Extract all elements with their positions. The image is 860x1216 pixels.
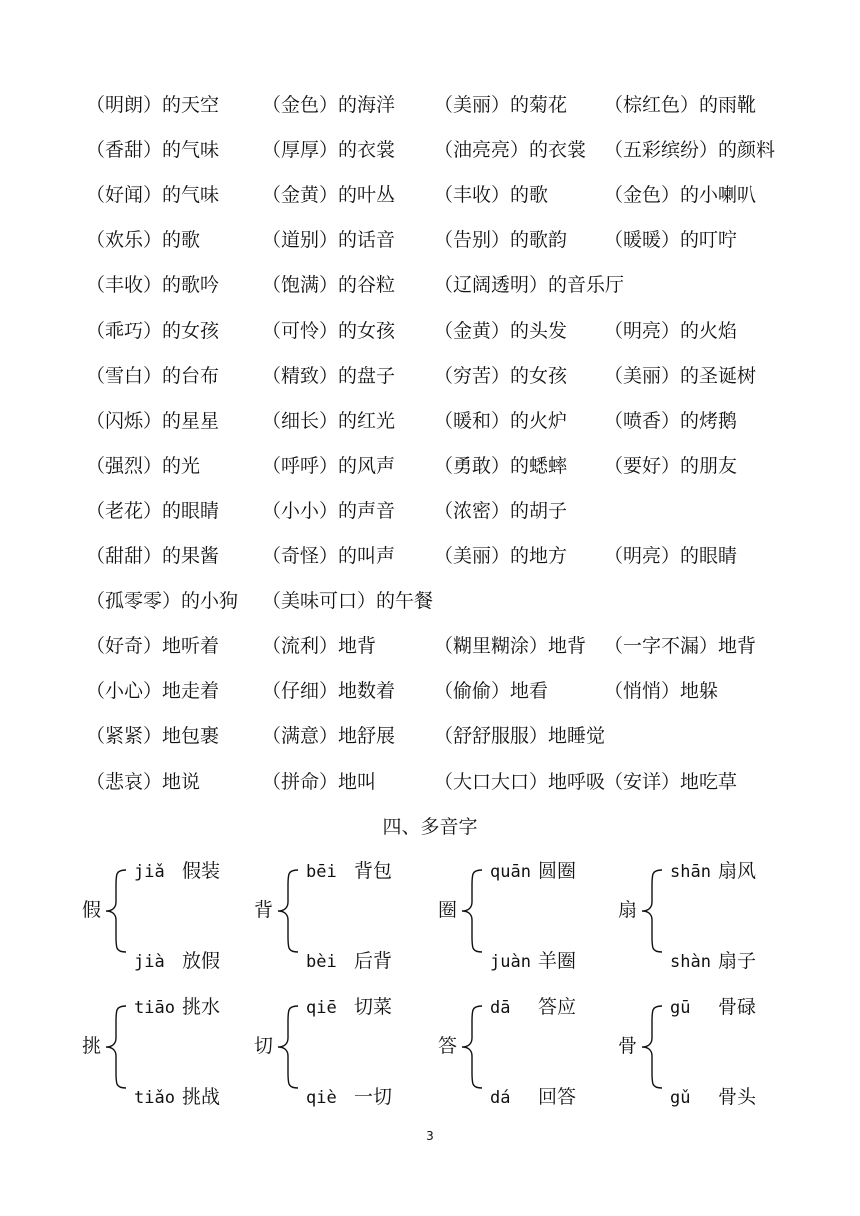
example-word: 后背: [354, 950, 393, 972]
polyphone-group: [618, 856, 808, 972]
polyphone-group: [254, 856, 444, 972]
phrase-item: （悄悄）地躲: [604, 680, 719, 703]
phrase-item: （舒舒服服）地睡觉: [434, 725, 606, 748]
pinyin: quān: [490, 862, 531, 882]
phrase-item: （可怜）的女孩: [262, 319, 396, 342]
reading-bottom: [490, 1082, 576, 1113]
phrase-row: [0, 631, 860, 661]
brace-icon: [272, 856, 302, 966]
pinyin: dā: [490, 998, 511, 1018]
polyphone-char: 圈: [438, 899, 458, 921]
reading-top: [490, 856, 576, 887]
example-word: 羊圈: [538, 950, 577, 972]
phrase-item: （甜甜）的果酱: [86, 545, 220, 567]
phrase-item: （大口大口）地呼吸: [434, 770, 606, 793]
phrase-item: （明朗）的天空: [86, 94, 220, 116]
phrase-row: [0, 767, 860, 797]
phrase-item: （美丽）的地方: [434, 545, 568, 567]
pinyin: bēi: [306, 862, 337, 882]
pinyin: qiē: [306, 998, 337, 1018]
example-word: 答应: [538, 996, 577, 1018]
pinyin: bèi: [306, 952, 337, 972]
pinyin: tiāo: [134, 998, 175, 1018]
pinyin: shàn: [670, 952, 711, 972]
phrase-item: （好奇）地听着: [86, 635, 220, 658]
phrase-row: [0, 451, 860, 481]
phrase-item: （满意）地舒展: [262, 725, 396, 748]
phrase-item: （油亮亮）的衣裳: [434, 139, 587, 162]
reading-top: [306, 856, 392, 887]
brace-icon: [636, 856, 666, 966]
phrase-item: （喷香）的烤鹅: [604, 409, 738, 432]
reading-bottom: [134, 946, 220, 977]
phrase-item: （仔细）地数着: [262, 680, 396, 703]
pinyin: shān: [670, 862, 711, 882]
phrase-item: （明亮）的火焰: [604, 319, 738, 342]
phrase-row: [0, 316, 860, 346]
phrase-item: （美味可口）的午餐: [262, 590, 434, 613]
example-word: 背包: [354, 860, 393, 882]
brace-icon: [456, 856, 486, 966]
example-word: 一切: [354, 1086, 393, 1108]
reading-top: [306, 992, 392, 1023]
phrase-item: （勇敢）的蟋蟀: [434, 454, 568, 477]
example-word: 骨头: [718, 1086, 757, 1108]
phrase-item: （金色）的小喇叭: [604, 184, 757, 207]
polyphone-char: 挑: [82, 1035, 102, 1057]
brace-icon: [100, 856, 130, 966]
phrase-item: （糊里糊涂）地背: [434, 635, 587, 658]
phrase-item: （呼呼）的风声: [262, 454, 396, 477]
phrase-item: （偷偷）地看: [434, 680, 549, 703]
phrase-item: （明亮）的眼睛: [604, 545, 738, 567]
phrase-item: （暖暖）的叮咛: [604, 229, 738, 252]
phrase-item: （安详）地吃草: [604, 770, 738, 793]
brace-icon: [272, 992, 302, 1102]
phrase-item: （道别）的话音: [262, 229, 396, 252]
phrase-item: （辽阔透明）的音乐厅: [434, 274, 625, 297]
phrase-row: [0, 270, 860, 300]
phrase-item: （浓密）的胡子: [434, 499, 568, 522]
example-word: 切菜: [354, 996, 393, 1018]
brace-icon: [456, 992, 486, 1102]
phrase-item: （紧紧）地包裹: [86, 725, 220, 748]
phrase-row: [0, 541, 860, 571]
phrase-item: （金黄）的叶丛: [262, 184, 396, 207]
phrase-item: （小心）地走着: [86, 680, 220, 703]
phrase-item: （香甜）的气味: [86, 139, 220, 162]
polyphone-group: [254, 992, 444, 1108]
phrase-item: （流利）地背: [262, 635, 377, 658]
polyphone-char: 背: [254, 899, 274, 921]
phrase-item: （拼命）地叫: [262, 770, 377, 793]
phrase-item: （老花）的眼睛: [86, 499, 220, 522]
phrase-item: （小小）的声音: [262, 499, 396, 522]
reading-bottom: [490, 946, 576, 977]
phrase-item: （欢乐）的歌: [86, 229, 201, 252]
pinyin: jiǎ: [134, 862, 165, 882]
reading-bottom: [306, 1082, 392, 1113]
phrase-row: [0, 721, 860, 751]
phrase-item: （美丽）的菊花: [434, 94, 568, 116]
polyphone-group: [438, 856, 628, 972]
pinyin: gǔ: [670, 1088, 691, 1108]
phrase-row: [0, 496, 860, 526]
phrase-row: [0, 361, 860, 391]
reading-top: [670, 856, 756, 887]
example-word: 骨碌: [718, 996, 757, 1018]
polyphone-group: [82, 992, 272, 1108]
polyphone-char: 骨: [618, 1035, 638, 1057]
reading-top: [670, 992, 756, 1023]
polyphone-char: 切: [254, 1035, 274, 1057]
example-word: 假装: [182, 860, 221, 882]
pinyin: jià: [134, 952, 165, 972]
phrase-item: （强烈）的光: [86, 454, 201, 477]
phrase-row: [0, 135, 860, 165]
phrase-item: （精致）的盘子: [262, 364, 396, 387]
phrase-item: （奇怪）的叫声: [262, 545, 396, 567]
reading-bottom: [306, 946, 392, 977]
reading-top: [490, 992, 576, 1023]
example-word: 挑水: [182, 996, 221, 1018]
phrase-item: （一字不漏）地背: [604, 635, 757, 658]
pinyin: gū: [670, 998, 691, 1018]
polyphone-char: 假: [82, 899, 102, 921]
phrase-item: （要好）的朋友: [604, 454, 738, 477]
phrase-item: （棕红色）的雨靴: [604, 94, 757, 116]
phrase-item: （悲哀）地说: [86, 770, 201, 793]
phrase-item: （暖和）的火炉: [434, 409, 568, 432]
reading-top: [134, 856, 220, 887]
phrase-item: （穷苦）的女孩: [434, 364, 568, 387]
reading-bottom: [670, 1082, 756, 1113]
phrase-item: （闪烁）的星星: [86, 409, 220, 432]
phrase-item: （雪白）的台布: [86, 364, 220, 387]
polyphone-group: [618, 992, 808, 1108]
phrase-item: （美丽）的圣诞树: [604, 364, 757, 387]
example-word: 回答: [538, 1086, 577, 1108]
section-title: 四、多音字: [382, 816, 478, 838]
phrase-item: （丰收）的歌吟: [86, 274, 220, 297]
example-word: 圆圈: [538, 860, 577, 882]
phrase-row: [0, 406, 860, 436]
polyphone-char: 答: [438, 1035, 458, 1057]
phrase-item: （告别）的歌韵: [434, 229, 568, 252]
reading-top: [134, 992, 220, 1023]
phrase-row: [0, 676, 860, 706]
phrase-item: （细长）的红光: [262, 409, 396, 432]
brace-icon: [100, 992, 130, 1102]
pinyin: juàn: [490, 952, 531, 972]
phrase-item: （乖巧）的女孩: [86, 319, 220, 342]
phrase-item: （丰收）的歌: [434, 184, 549, 207]
pinyin: tiǎo: [134, 1088, 175, 1108]
phrase-row: [0, 180, 860, 210]
phrase-item: （金黄）的头发: [434, 319, 568, 342]
polyphone-char: 扇: [618, 899, 638, 921]
page-number: 3: [426, 1129, 434, 1143]
phrase-item: （金色）的海洋: [262, 94, 396, 116]
phrase-item: （好闻）的气味: [86, 184, 220, 207]
example-word: 放假: [182, 950, 221, 972]
phrase-item: （饱满）的谷粒: [262, 274, 396, 297]
phrase-item: （五彩缤纷）的颜料: [604, 139, 776, 162]
pinyin: qiè: [306, 1088, 337, 1108]
phrase-row: [0, 586, 860, 616]
polyphone-group: [438, 992, 628, 1108]
phrase-item: （孤零零）的小狗: [86, 590, 239, 613]
pinyin: dá: [490, 1088, 511, 1108]
reading-bottom: [134, 1082, 220, 1113]
example-word: 扇子: [718, 950, 757, 972]
phrase-row: [0, 90, 860, 120]
polyphone-group: [82, 856, 272, 972]
phrase-row: [0, 225, 860, 255]
example-word: 挑战: [182, 1086, 221, 1108]
example-word: 扇风: [718, 860, 757, 882]
phrase-item: （厚厚）的衣裳: [262, 139, 396, 162]
brace-icon: [636, 992, 666, 1102]
reading-bottom: [670, 946, 756, 977]
